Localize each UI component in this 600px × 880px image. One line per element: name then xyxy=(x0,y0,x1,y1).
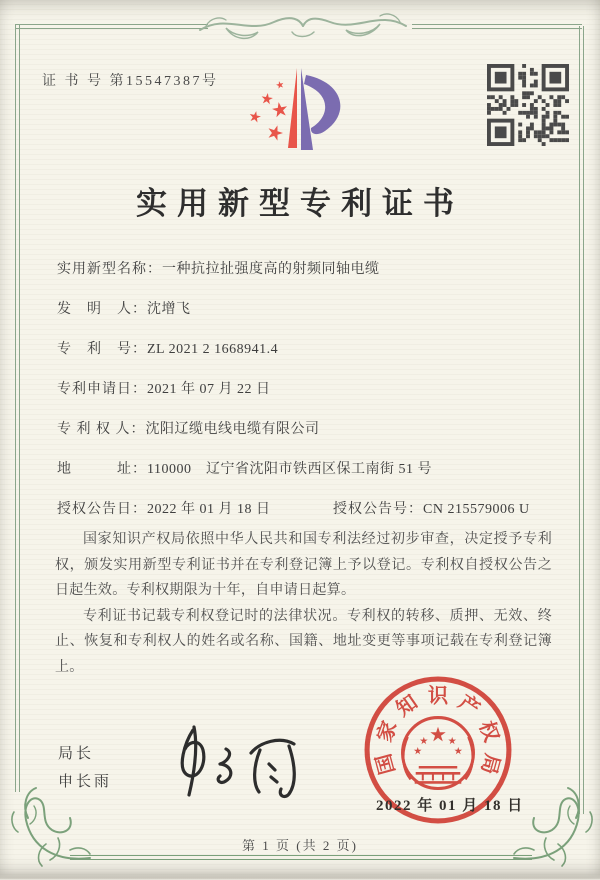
grant-number xyxy=(333,502,530,517)
seal-char: 国 xyxy=(372,751,400,777)
cnipa-patent-logo-icon xyxy=(228,54,372,170)
body-paragraph-2: 专利证书记载专利权登记时的法律状况。专利权的转移、质押、无效、终止、恢复和专利权人的姓名或名称、国籍、地址变更等事项记载在专利登记簿上。 xyxy=(55,608,552,675)
director-title: 局长 xyxy=(58,746,95,762)
frame-border-left xyxy=(15,24,20,792)
seal-char: 权 xyxy=(474,718,503,745)
field-value: 一种抗拉扯强度高的射频同轴电缆 xyxy=(162,262,380,277)
director-signature-icon xyxy=(163,722,308,800)
legal-text xyxy=(55,527,552,680)
field-value: 2022 年 01 月 18 日 xyxy=(147,502,271,517)
certificate-number: 证 书 号 第15547387号 xyxy=(42,74,219,89)
corner-ornament-left-icon xyxy=(6,784,92,868)
field-label: 授权公告日： xyxy=(57,502,147,517)
field-label: 专利申请日： xyxy=(57,382,147,397)
page-footer: 第 1 页 (共 2 页) xyxy=(242,838,358,853)
field-row-address xyxy=(57,458,555,498)
frame-border-bottom xyxy=(70,855,532,860)
field-label: 地 址： xyxy=(57,462,147,477)
field-label: 发 明 人： xyxy=(57,302,147,317)
corner-ornament-right-icon xyxy=(512,784,598,868)
field-label: 授权公告号： xyxy=(333,502,423,517)
field-list xyxy=(57,258,555,538)
seal-char: 家 xyxy=(373,718,402,745)
grant-date xyxy=(57,498,333,518)
seal-date: 2022 年 01 月 18 日 xyxy=(376,798,524,814)
body-paragraph-1: 国家知识产权局依照中华人民共和国专利法经过初步审查，决定授予专利权，颁发实用新型专利证书并在专利登记簿上予以登记。专利权自授权公告之日起生效。专利权期限为十年，自申请日起算。 xyxy=(55,532,552,598)
field-row-name xyxy=(57,258,555,298)
field-label: 专 利 号： xyxy=(57,342,147,357)
qr-code xyxy=(487,64,569,146)
field-row-inventor xyxy=(57,298,555,338)
frame-border-top-left xyxy=(15,24,208,29)
field-value: 2021 年 07 月 22 日 xyxy=(147,382,271,397)
field-value: 110000 辽宁省沈阳市铁西区保工南街 51 号 xyxy=(147,462,432,477)
seal-char: 产 xyxy=(454,691,484,721)
top-scroll-ornament-icon xyxy=(196,4,410,46)
field-value: CN 215579006 U xyxy=(423,502,530,517)
field-label: 实用新型名称： xyxy=(57,262,162,277)
field-row-patent-no xyxy=(57,338,555,378)
frame-border-top-right xyxy=(412,24,582,29)
certificate-title: 实用新型专利证书 xyxy=(136,186,464,221)
field-row-patentee xyxy=(57,418,555,458)
director-name: 申长雨 xyxy=(58,774,113,790)
field-row-filing-date xyxy=(57,378,555,418)
seal-char: 局 xyxy=(476,751,504,777)
seal-char: 识 xyxy=(427,685,449,708)
field-label: 专 利 权 人： xyxy=(57,422,146,437)
field-value: 沈增飞 xyxy=(147,302,191,317)
frame-border-right xyxy=(579,26,584,814)
field-value: 沈阳辽缆电线电缆有限公司 xyxy=(145,422,320,437)
seal-char: 知 xyxy=(392,691,422,721)
field-value: ZL 2021 2 1668941.4 xyxy=(147,342,279,357)
